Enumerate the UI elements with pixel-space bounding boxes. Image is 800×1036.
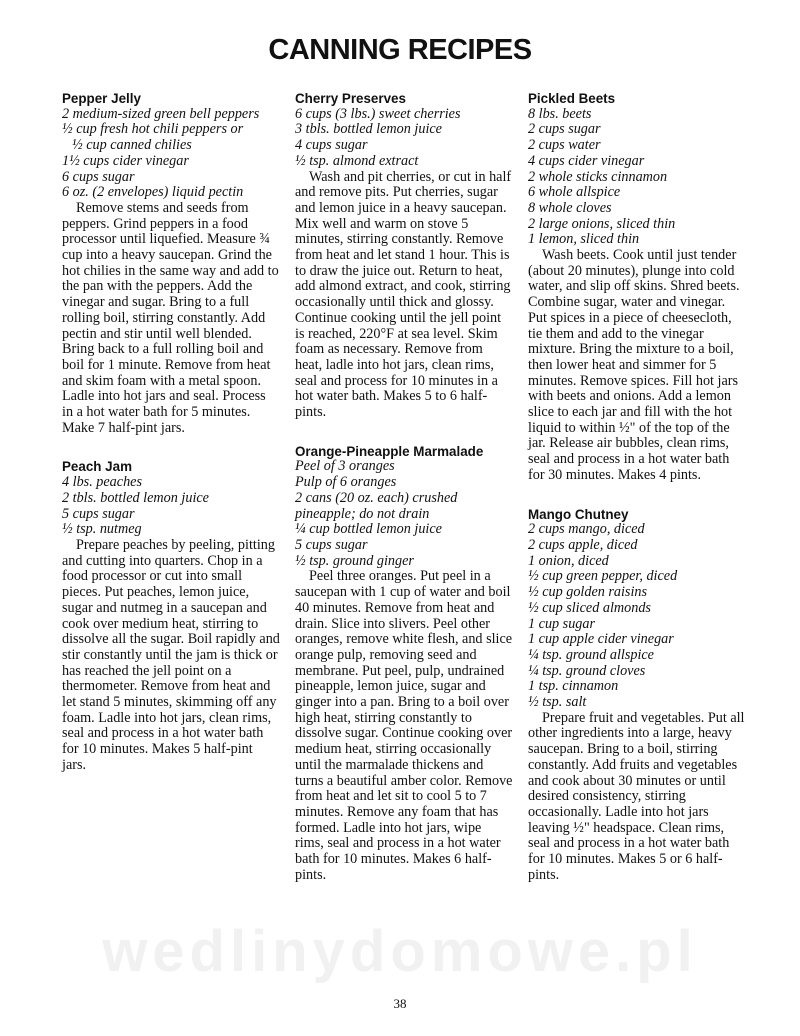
ingredient: ½ cup green pepper, diced [528,568,678,585]
column-right [528,91,746,906]
ingredient: 2 medium-sized green bell peppers [62,105,260,122]
recipe-instructions: Prepare fruit and vegetables. Put all other ingredients into a large, heavy saucepan. Bring to a boil, stirring constantly. Add fruits and vegetables and cook about 30 minutes or until desired consistency, stirring occasionally. Ladle into hot jars leaving ½" headspace. Clean rims, seal and process in a hot water bath for 10 minutes. Makes 5 or 6 half-pints. [528,709,745,883]
recipe-cherry-preserves [295,91,513,421]
ingredient: ½ cup fresh hot chili peppers or [62,121,244,138]
ingredient: 1 cup apple cider vinegar [528,631,674,648]
ingredient: ½ tsp. ground ginger [295,552,414,569]
recipe-mango-chutney [528,507,746,884]
ingredient: 2 cups apple, diced [528,536,638,553]
ingredient: 1 cup sugar [528,615,595,632]
ingredient: ½ tsp. almond extract [295,152,419,169]
ingredient: 2 cups sugar [528,121,601,138]
watermark: wedlinydomowe.pl [102,919,698,984]
ingredient: ½ tsp. nutmeg [62,521,142,538]
ingredient: 6 cups sugar [62,168,135,185]
recipe-pickled-beets [528,91,746,484]
page-number: 38 [393,996,407,1011]
ingredient: 2 cups mango, diced [528,521,645,538]
ingredient: 1 onion, diced [528,552,609,569]
ingredient: ¼ cup bottled lemon juice [295,521,442,538]
ingredient: 8 lbs. beets [528,105,592,122]
column-middle [295,91,513,906]
recipe-instructions: Remove stems and seeds from peppers. Grind peppers in a food processor until liquefied. Measure ¾ cup into a heavy saucepan. Grind the hot chilies in the same way and add to the pan with the peppers. Add the vinegar and sugar. Bring to a full rolling boil, stirring constantly. Add pectin and stir until well blended. Bring back to a full rolling boil and boil for 1 minute. Remove from heat and skim foam with a metal spoon. Ladle into hot jars and seal. Process in a hot water bath for 5 minutes. Make 7 half-pint jars. [62,199,279,436]
ingredient: 2 whole sticks cinnamon [528,168,668,185]
ingredient: ½ cup sliced almonds [528,599,651,616]
ingredient: ½ cup golden raisins [528,584,648,601]
recipe-title: Pepper Jelly [62,91,141,106]
ingredient: 3 tbls. bottled lemon juice [295,121,442,138]
page-title: CANNING RECIPES [268,34,532,66]
ingredient: 2 cans (20 oz. each) crushed pineapple; do not drain [295,489,458,522]
ingredient: 6 cups (3 lbs.) sweet cherries [295,105,461,122]
recipe-orange-pineapple-marmalade [295,444,513,884]
recipe-title: Cherry Preserves [295,91,406,106]
recipe-peach-jam [62,459,280,773]
ingredient: ¼ tsp. ground allspice [528,646,654,663]
ingredient: 4 cups cider vinegar [528,152,645,169]
ingredient: Pulp of 6 oranges [295,474,397,491]
recipe-title: Orange-Pineapple Marmalade [295,443,484,459]
ingredient: 8 whole cloves [528,199,612,216]
recipe-title: Peach Jam [62,459,132,475]
ingredient: 2 tbls. bottled lemon juice [62,489,209,506]
recipe-title: Pickled Beets [528,91,616,106]
recipe-instructions: Wash and pit cherries, or cut in half and remove pits. Put cherries, sugar and lemon juice in a heavy saucepan. Mix well and warm on stove 5 minutes, stirring constantly. Remove from heat and let stand 1 hour. This is to draw the juice out. Return to heat, add almond extract, and cook, stirring occasionally until thick and glossy. Continue cooking until the jell point is reached, 220°F at sea level. Skim foam as necessary. Remove from heat, ladle into hot jars, clean rims, seal and process for 10 minutes in a hot water bath. Makes 5 to 6 half-pints. [295,168,512,421]
column-left [62,91,280,797]
recipe-pepper-jelly [62,91,280,436]
ingredient: 4 cups sugar [295,137,368,154]
ingredient: 1 lemon, sliced thin [528,231,640,248]
ingredient: Peel of 3 oranges [295,458,395,475]
recipe-instructions: Wash beets. Cook until just tender (about 20 minutes), plunge into cold water, and slip off skins. Shred beets. Combine sugar, water and vinegar. Put spices in a piece of cheesecloth, tie them and add to the vinegar mixture. Bring the mixture to a boil, then lower heat and simmer for 5 minutes. Remove spices. Fill hot jars with beets and onions. Add a lemon slice to each jar and fill with the hot liquid to within ½" of the top of the jar. Release air bubbles, clean rims, seal and process in a hot water bath for 30 minutes. Makes 4 pints. [528,247,740,483]
recipe-title: Mango Chutney [528,506,629,522]
ingredient: 2 large onions, sliced thin [528,215,676,232]
ingredient: 1½ cups cider vinegar [62,152,189,169]
ingredient: ½ cup canned chilies [72,137,192,154]
ingredient: 6 whole allspice [528,184,621,201]
ingredient: 6 oz. (2 envelopes) liquid pectin [62,184,244,201]
ingredient: 4 lbs. peaches [62,474,142,491]
ingredient: ¼ tsp. ground cloves [528,662,646,679]
ingredient: 1 tsp. cinnamon [528,678,619,695]
recipe-instructions: Peel three oranges. Put peel in a saucepan with 1 cup of water and boil 40 minutes. Remove from heat and drain. Slice into slivers. Peel other oranges, remove white flesh, and slice orange pulp, removing seed and membrane. Put peel, pulp, undrained pineapple, lemon juice, sugar and ginger into a pan. Bring to a boil over high heat, stirring constantly to dissolve sugar. Continue cooking over medium heat, stirring occasionally until the marmalade thickens and turns a beautiful amber color. Remove from heat and let sit to cool 5 to 7 minutes. Remove any foam that has formed. Ladle into hot jars, wipe rims, seal and process in a hot water bath for 10 minutes. Makes 6 half-pints. [295,568,513,883]
ingredient: 5 cups sugar [62,505,135,522]
ingredient: 2 cups water [528,137,601,154]
recipe-instructions: Prepare peaches by peeling, pitting and cutting into quarters. Chop in a food processor or cut into small pieces. Put peaches, lemon juice, sugar and nutmeg in a saucepan and cook over medium heat, stirring to dissolve all the sugar. Boil rapidly and stir constantly until the jam is thick or has reached the jell point on a thermometer. Remove from heat and let stand 5 minutes, skimming off any foam. Ladle into hot jars, clean rims, seal and process in a hot water bath for 10 minutes. Makes 5 half-pint jars. [62,536,280,773]
ingredient: ½ tsp. salt [528,694,587,711]
ingredient: 5 cups sugar [295,536,368,553]
